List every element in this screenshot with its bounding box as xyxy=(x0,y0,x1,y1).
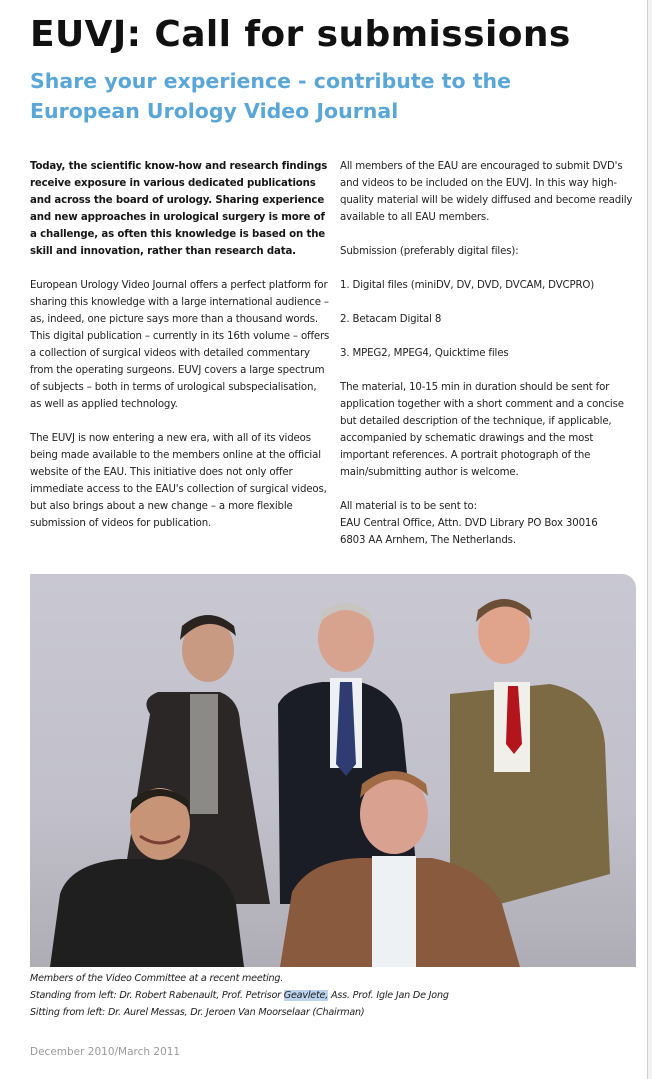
right-column xyxy=(340,158,638,549)
address-intro: All material is to be sent to: xyxy=(340,501,477,512)
left-column xyxy=(30,158,330,549)
caption-standing-text-end: Ass. Prof. Igle Jan De Jong xyxy=(328,990,449,1001)
submission-heading: Submission (preferably digital files): xyxy=(340,246,519,257)
issue-date-footer: December 2010/March 2011 xyxy=(30,1046,181,1058)
body-paragraph-4: The material, 10-15 min in duration should be sent for application together with a short comment and a concise but detailed description of the technique, if applicable, accompanied by schematic drawings and the most important references. A portrait photograph of the main/submitting author is welcome. xyxy=(340,382,624,478)
body-paragraph-1: European Urology Video Journal offers a perfect platform for sharing this knowledge with a large international audience – as, indeed, one picture says more than a thousand words. This digital publication – currently in its 16th volume – offers a collection of surgical videos with detailed commentary from the operating surgeons. EUVJ covers a large spectrum of subjects – both in terms of urological subspecialisation, as well as applied technology. xyxy=(30,280,330,410)
address-line-1: EAU Central Office, Attn. DVD Library PO Box 30016 xyxy=(340,518,598,529)
caption-line-3: Sitting from left: Dr. Aurel Messas, Dr. Jeroen Van Moorselaar (Chairman) xyxy=(30,1007,365,1018)
page-edge-rule xyxy=(638,0,652,1079)
photo-caption xyxy=(30,970,630,1021)
committee-photo xyxy=(30,574,636,967)
submission-item-1: 1. Digital files (miniDV, DV, DVD, DVCAM, DVCPRO) xyxy=(340,280,595,291)
caption-highlighted-name: Geavlete, xyxy=(283,990,329,1001)
person-standing-right xyxy=(450,599,610,904)
article-title: EUVJ: Call for submissions xyxy=(30,14,571,55)
article-subtitle: Share your experience - contribute to the European Urology Video Journal xyxy=(30,69,511,123)
caption-line-1: Members of the Video Committee at a recent meeting. xyxy=(30,973,284,984)
caption-standing-text: Standing from left: Dr. Robert Rabenault, Prof. Petrisor xyxy=(30,990,284,1001)
body-paragraph-2: The EUVJ is now entering a new era, with all of its videos being made available to the members online at the official website of the EAU. This initiative does not only offer immediate access to the EAU's collection of surgical videos, but also brings about a new change – a more flexible submission of videos for publication. xyxy=(30,433,327,529)
submission-item-3: 3. MPEG2, MPEG4, Quicktime files xyxy=(340,348,509,359)
submission-item-2: 2. Betacam Digital 8 xyxy=(340,314,442,325)
body-paragraph-3: All members of the EAU are encouraged to submit DVD's and videos to be included on the EUVJ. In this way high-quality material will be widely diffused and become readily available to all EAU members. xyxy=(340,161,633,223)
caption-line-2 xyxy=(30,987,630,1004)
lead-paragraph: Today, the scientific know-how and research findings receive exposure in various dedicated publications and across the board of urology. Sharing experience and new approaches in urological surgery is more of a challenge, as often this knowledge is based on the skill and innovation, rather than research data. xyxy=(30,161,328,257)
address-line-2: 6803 AA Arnhem, The Netherlands. xyxy=(340,535,516,546)
mailing-address xyxy=(340,498,638,549)
